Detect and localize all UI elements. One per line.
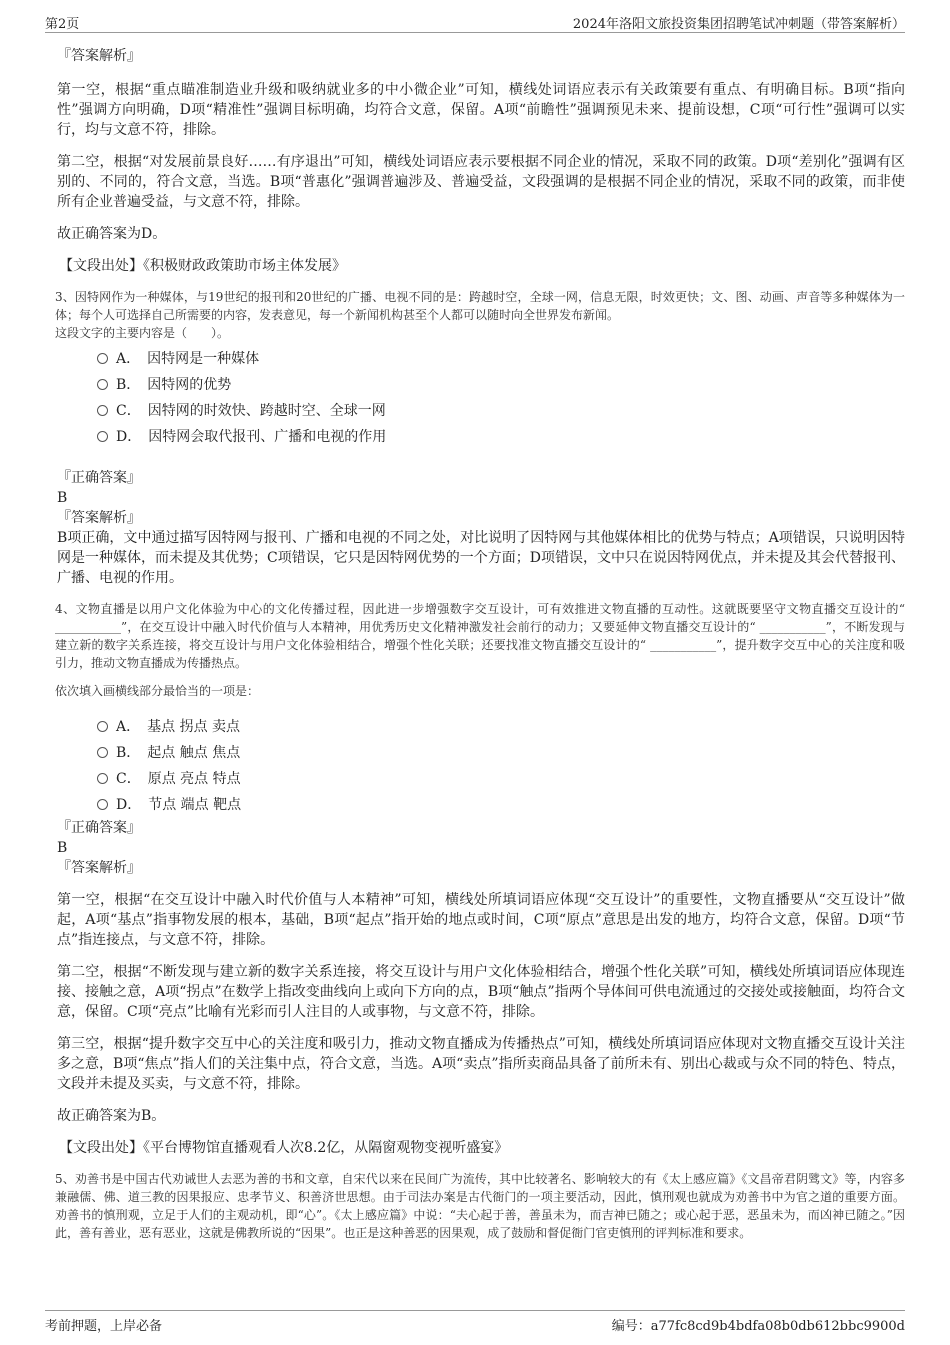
radio-icon[interactable] xyxy=(97,773,108,784)
q4-option-c[interactable]: C． 原点 亮点 特点 xyxy=(57,766,905,792)
page-number: 第2页 xyxy=(45,17,80,32)
q3-answer: B xyxy=(57,490,68,506)
q4-answer: B xyxy=(57,840,68,856)
document-body xyxy=(57,40,905,1242)
q4-option-d[interactable]: D． 节点 端点 靶点 xyxy=(57,792,905,818)
q4-conclusion: 故正确答案为B。 xyxy=(57,1108,166,1124)
q4-prompt: 依次填入画横线部分最恰当的一项是： xyxy=(55,684,260,698)
q3-prompt: 这段文字的主要内容是（ ）。 xyxy=(55,326,230,340)
q2-analysis-label: 『答案解析』 xyxy=(57,48,141,64)
q4-analysis-p3: 第三空，根据“提升数字交互中心的关注度和吸引力，推动文物直播成为传播热点”可知，横线处所填词语应体现对文物直播交互设计关注多之意，B项“焦点”指人们的关注集中点，符合文意，当选。A项“卖点”指所卖商品具备了前所未有、别出心裁或与众不同的特色、特点，文段并未提及买卖，与文意不符，排除。 xyxy=(57,1036,905,1092)
radio-icon[interactable] xyxy=(97,379,108,390)
footer-slogan: 考前押题，上岸必备 xyxy=(45,1319,163,1334)
q3-question: 3、因特网作为一种媒体，与19世纪的报刊和20世纪的广播、电视不同的是：跨越时空，全球一网，信息无限，时效更快；文、图、动画、声音等多种媒体为一体；每个人可选择自己所需要的内容，发表意见，每一个新闻机构甚至个人都可以随时向全世界发布新闻。 xyxy=(55,290,905,322)
document-title: 2024年洛阳文旅投资集团招聘笔试冲刺题（带答案解析） xyxy=(572,17,905,32)
page-header xyxy=(45,10,905,33)
radio-icon[interactable] xyxy=(97,721,108,732)
q3-options xyxy=(57,346,905,450)
q2-source: 【文段出处】《积极财政政策助市场主体发展》 xyxy=(59,258,346,274)
q3-option-a[interactable]: A． 因特网是一种媒体 xyxy=(57,346,905,372)
q4-analysis-p2: 第二空，根据“不断发现与建立新的数字关系连接，将交互设计与用户文化体验相结合，增强个性化关联”可知，横线处所填词语应体现连接、接触之意，A项“拐点”在数学上指改变曲线向上或向下方向的点，B项“触点”指两个导体间可供电流通过的交接处或接触面，均符合文意，保留。C项“亮点”比喻有光彩而引人注目的人或事物，与文意不符，排除。 xyxy=(57,964,905,1020)
q3-analysis-label: 『答案解析』 xyxy=(57,510,141,526)
q3-option-d[interactable]: D． 因特网会取代报刊、广播和电视的作用 xyxy=(57,424,905,450)
radio-icon[interactable] xyxy=(97,799,108,810)
q3-answer-label: 『正确答案』 xyxy=(57,470,141,486)
q3-option-b[interactable]: B． 因特网的优势 xyxy=(57,372,905,398)
radio-icon[interactable] xyxy=(97,405,108,416)
radio-icon[interactable] xyxy=(97,353,108,364)
q4-options xyxy=(57,714,905,818)
q4-analysis-label: 『答案解析』 xyxy=(57,860,141,876)
radio-icon[interactable] xyxy=(97,431,108,442)
q4-option-a[interactable]: A． 基点 拐点 卖点 xyxy=(57,714,905,740)
q4-analysis-p1: 第一空，根据“在交互设计中融入时代价值与人本精神”可知，横线处所填词语应体现“交互设计”的重要性，文物直播要从“交互设计”做起，A项“基点”指事物发展的根本，基础，B项“起点”指开始的地点或时间，C项“原点”意思是出发的地方，均符合文意，保留。D项“节点”指连接点，与文意不符，排除。 xyxy=(57,892,905,948)
radio-icon[interactable] xyxy=(97,747,108,758)
q4-answer-label: 『正确答案』 xyxy=(57,820,141,836)
q4-option-b[interactable]: B． 起点 触点 焦点 xyxy=(57,740,905,766)
q5-question: 5、劝善书是中国古代劝诫世人去恶为善的书和文章，自宋代以来在民间广为流传，其中比较著名、影响较大的有《太上感应篇》《文昌帝君阴骘文》等，内容多兼融儒、佛、道三教的因果报应、忠孝节义、积善济世思想。由于司法办案是古代衙门的一项主要活动，因此，慎刑观也就成为劝善书中为官之道的重要方面。劝善书的慎刑观，立足于人们的主观动机，即“心”。《太上感应篇》中说：“夫心起于善，善虽未为，而吉神已随之；或心起于恶，恶虽未为，而凶神已随之。”因此，善有善业，恶有恶业，这就是佛教所说的“因果”。也正是这种善恶的因果观，成了鼓励和督促衙门官吏慎刑的评判标准和要求。 xyxy=(55,1172,905,1240)
q4-question: 4、文物直播是以用户文化体验为中心的文化传播过程，因此进一步增强数字交互设计，可有效推进文物直播的互动性。这就既要坚守文物直播交互设计的“ ___________”，在交互设计中融入时代价值与人本精神，用优秀历史文化精神激发社会前行的动力；又要延伸文物直播交互设计的“ ___________”，不断发现与建立新的数字关系连接，将交互设计与用户文化体验相结合，增强个性化关联；还要找准文物直播交互设计的“ ___________”，提升数字交互中心的关注度和吸引力，推动文物直播成为传播热点。 xyxy=(55,602,905,670)
q4-source: 【文段出处】《平台博物馆直播观看人次8.2亿，从隔窗观物变视听盛宴》 xyxy=(59,1140,509,1156)
q2-conclusion: 故正确答案为D。 xyxy=(57,226,167,242)
q3-analysis: B项正确，文中通过描写因特网与报刊、广播和电视的不同之处，对比说明了因特网与其他媒体相比的优势与特点；A项错误，只说明因特网是一种媒体，而未提及其优势；C项错误，它只是因特网优势的一个方面；D项错误，文中只在说因特网优点，并未提及其会代替报刊、广播、电视的作用。 xyxy=(57,530,905,586)
q2-analysis-p2: 第二空，根据“对发展前景良好……有序退出”可知，横线处词语应表示要根据不同企业的情况，采取不同的政策。D项“差别化”强调有区别的、不同的，符合文意，当选。B项“普惠化”强调普遍涉及、普遍受益，文段强调的是根据不同企业的情况，采取不同的政策，而非使所有企业普遍受益，与文意不符，排除。 xyxy=(57,154,905,210)
page-footer xyxy=(45,1310,905,1333)
q3-option-c[interactable]: C． 因特网的时效快、跨越时空、全球一网 xyxy=(57,398,905,424)
q2-analysis-p1: 第一空，根据“重点瞄准制造业升级和吸纳就业多的中小微企业”可知，横线处词语应表示有关政策要有重点、有明确目标。B项“指向性”强调方向明确，D项“精准性”强调目标明确，均符合文意，保留。A项“前瞻性”强调预见未来、提前设想，C项“可行性”强调可以实行，均与文意不符，排除。 xyxy=(57,82,905,138)
document-id: 编号：a77fc8cd9b4bdfa08b0db612bbc9900d xyxy=(611,1319,905,1334)
